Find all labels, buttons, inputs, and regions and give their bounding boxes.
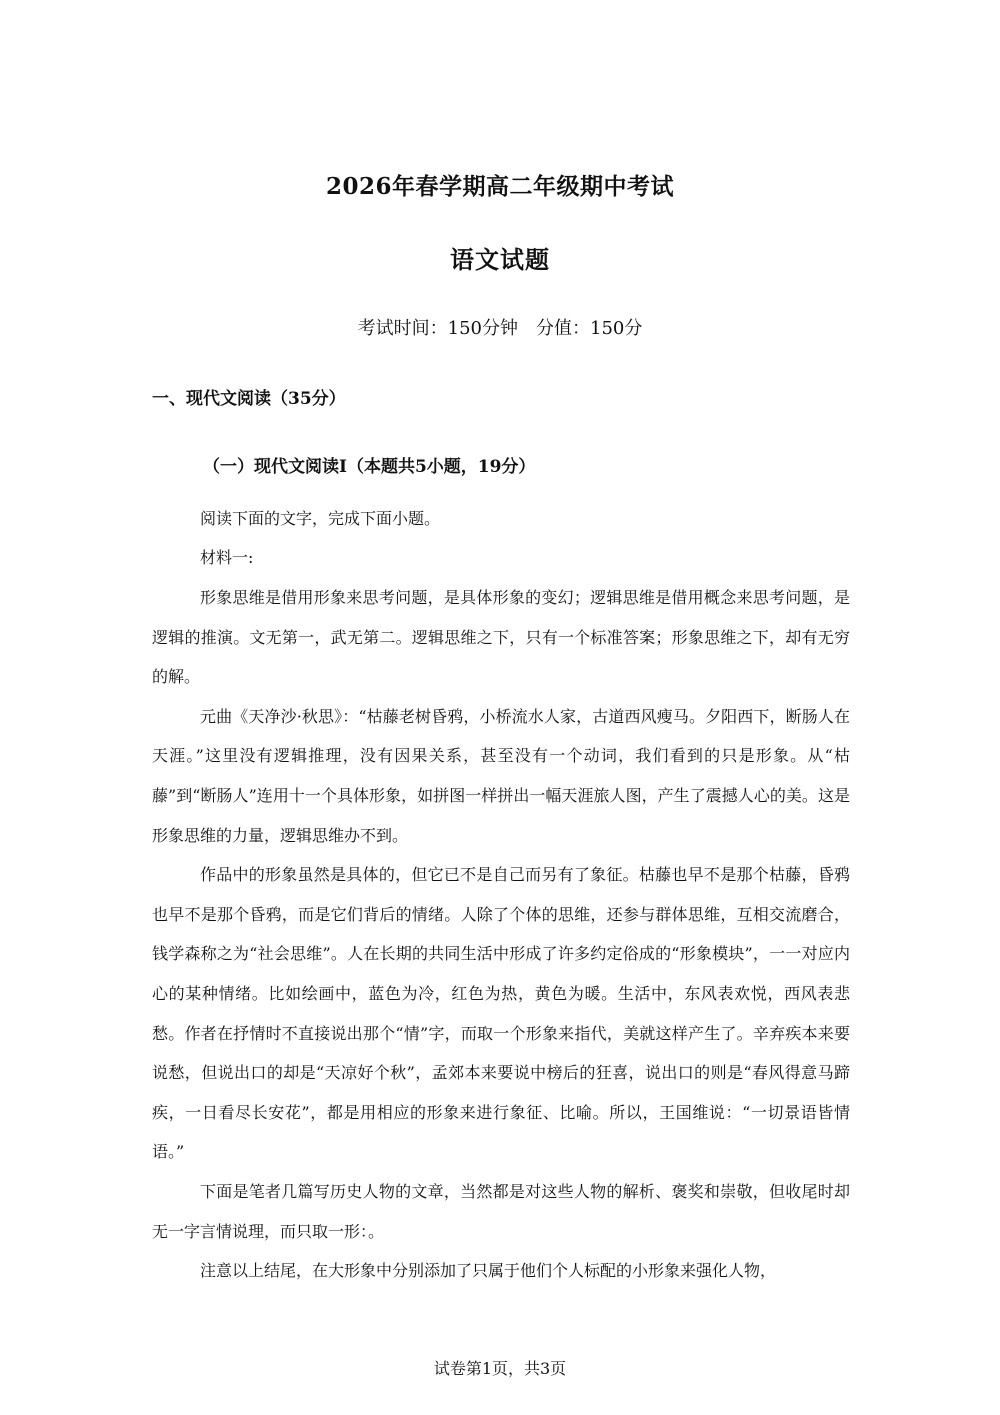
passage-paragraph: 注意以上结尾，在大形象中分别添加了只属于他们个人标配的小形象来强化人物， (200, 1261, 777, 1281)
exam-info (0, 314, 1000, 340)
exam-title: 2026年春学期高二年级期中考试 (325, 173, 674, 200)
passage-paragraph: 下面是笔者几篇写历史人物的文章，当然都是对这些人物的解析、褒奖和崇敬，但收尾时却无一字言情说理，而只取一形：。 (152, 1181, 850, 1241)
exam-subtitle: 语文试题 (450, 245, 550, 274)
passage-body (152, 578, 850, 1291)
subsection-heading: （一）现代文阅读Ⅰ（本题共5小题，19分） (203, 457, 536, 477)
page-footer: 试卷第1页，共3页 (433, 1359, 567, 1378)
section-heading: 一、现代文阅读（35分） (152, 389, 346, 409)
passage-paragraph: 作品中的形象虽然是具体的，但它已不是自己而另有了象征。枯藤也早不是那个枯藤，昏鸦也早不是那个昏鸦，而是它们背后的情绪。人除了个体的思维，还参与群体思维，互相交流磨合，钱学森称之为“社会思维”。人在长期的共同生活中形成了许多约定俗成的“形象模块”，一一对应内心的某种情绪。比如绘画中，蓝色为冷，红色为热，黄色为暖。生活中，东风表欢悦，西风表悲愁。作者在抒情时不直接说出那个“情”字，而取一个形象来指代，美就这样产生了。辛弃疾本来要说愁，但说出口的却是“天凉好个秋”，孟郊本来要说中榜后的狂喜，说出口的则是“春风得意马蹄疾，一日看尽长安花”，都是用相应的形象来进行象征、比喻。所以，王国维说：“一切景语皆情语。” (152, 865, 850, 1162)
passage-paragraph: 元曲《天净沙·秋思》：“枯藤老树昏鸦，小桥流水人家，古道西风瘦马。夕阳西下，断肠人在天涯。”这里没有逻辑推理，没有因果关系，甚至没有一个动词，我们看到的只是形象。从“枯藤”到“断肠人”连用十一个具体形象，如拼图一样拼出一幅天涯旅人图，产生了震撼人心的美。这是形象思维的力量，逻辑思维办不到。 (152, 706, 850, 845)
exam-time: 考试时间：150分钟 (357, 318, 518, 339)
passage-paragraph: 形象思维是借用形象来思考问题，是具体形象的变幻；逻辑思维是借用概念来思考问题，是逻辑的推演。文无第一，武无第二。逻辑思维之下，只有一个标准答案；形象思维之下，却有无穷的解。 (152, 588, 850, 687)
exam-score: 分值：150分 (536, 318, 643, 339)
reading-instruction: 阅读下面的文字，完成下面小题。 (200, 509, 441, 528)
material-label: 材料一: (200, 548, 254, 567)
